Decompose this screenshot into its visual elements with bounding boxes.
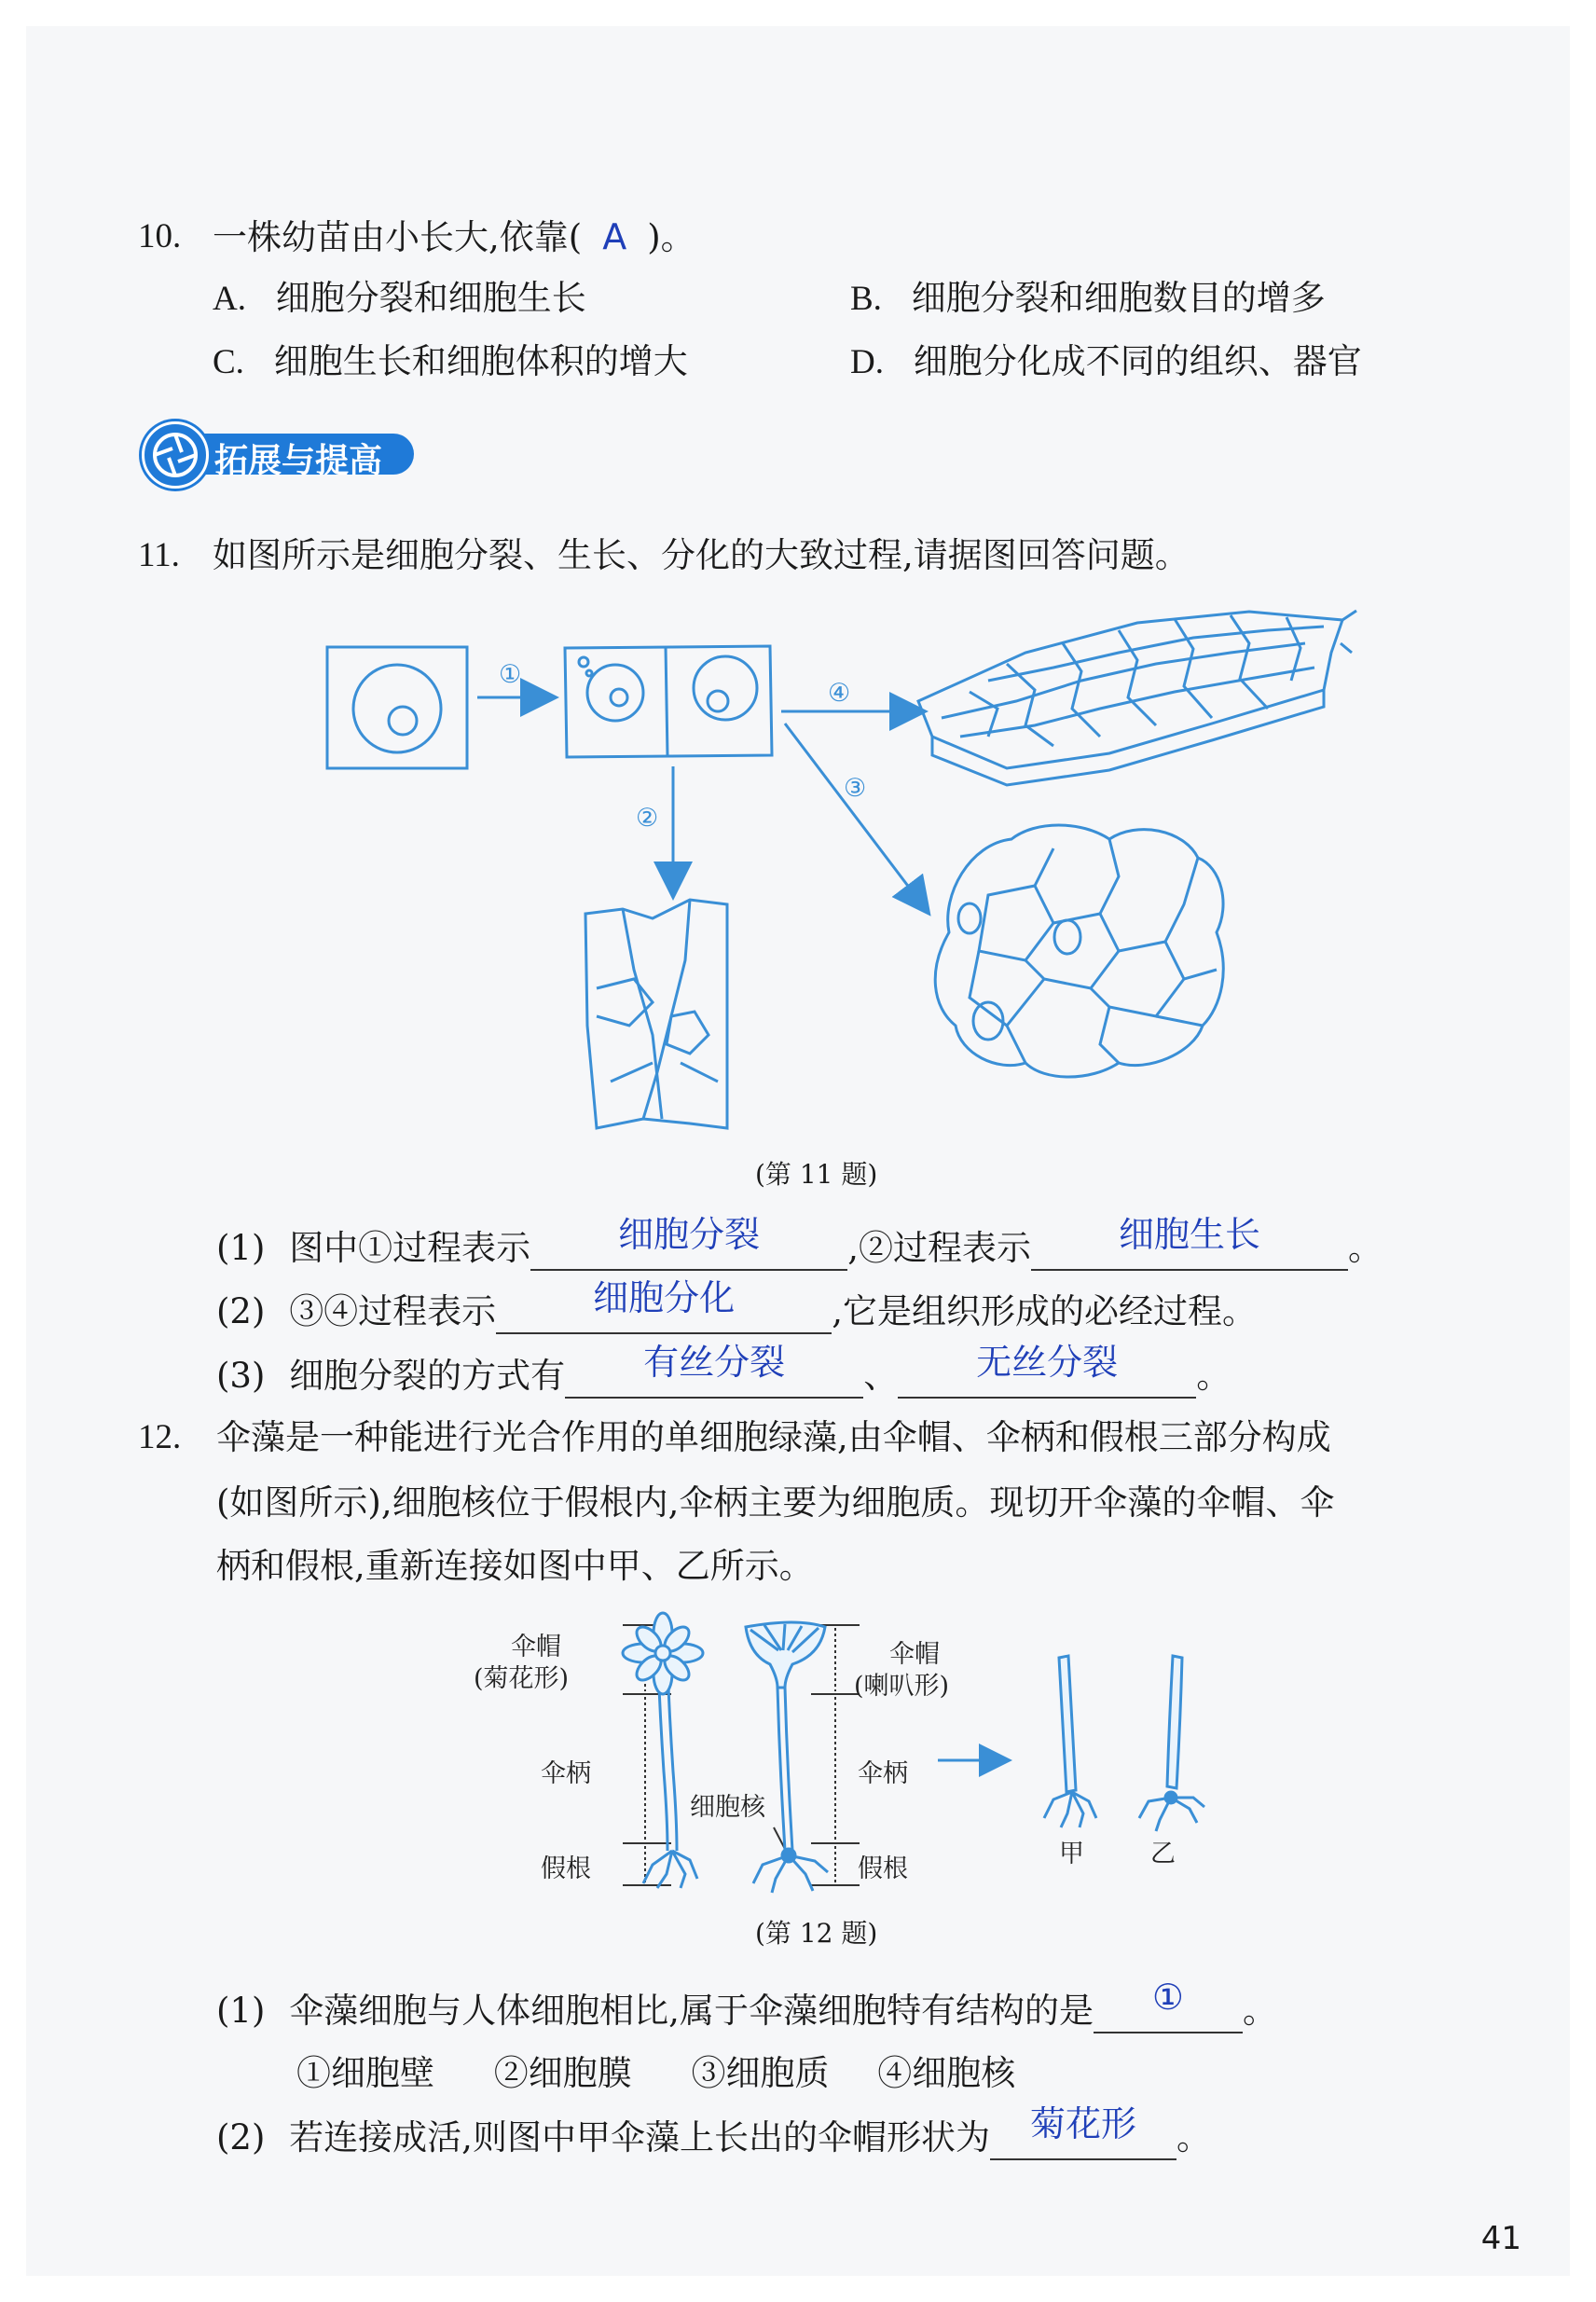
q11-sub3-mid: 、 — [863, 1356, 899, 1396]
page-number: 41 — [1480, 2220, 1521, 2257]
label-cap-left: 伞帽 — [511, 1633, 561, 1661]
q10-stem — [213, 216, 695, 258]
label-process-1: ① — [499, 660, 522, 689]
q11-sub1-no: (1) — [216, 1228, 266, 1268]
q12-sub2-blank[interactable] — [990, 2103, 1176, 2160]
q12-line-3: 柄和假根,重新连接如图中甲、乙所示。 — [216, 1546, 814, 1586]
q11-sub3-answer-2: 无丝分裂 — [976, 1342, 1119, 1383]
q10-option-c — [213, 341, 688, 383]
banner-title: 拓展与提高 — [214, 442, 383, 480]
q11-sub2-after: ,它是组织形成的必经过程。 — [832, 1291, 1257, 1331]
q11-sub1-before: 图中①过程表示 — [289, 1228, 531, 1268]
label-process-4: ④ — [828, 679, 851, 708]
label-process-3: ③ — [844, 774, 867, 803]
q11-sub3 — [216, 1342, 1231, 1399]
q12-sub1-text: 伞藻细胞与人体细胞相比,属于伞藻细胞特有结构的是 — [289, 1991, 1094, 2031]
q12-option-3: ③细胞质 — [691, 2053, 830, 2093]
q10-option-a-letter: A. — [213, 280, 246, 318]
label-cap-right-type: (喇叭形) — [854, 1672, 950, 1701]
q11-sub1-answer-2: 细胞生长 — [1118, 1214, 1260, 1255]
q10-option-d-text: 细胞分化成不同的组织、器官 — [913, 341, 1362, 381]
q10-option-c-text: 细胞生长和细胞体积的增大 — [273, 341, 688, 381]
q12-caption: (第 12 题) — [755, 1918, 878, 1949]
q12-sub1-options — [296, 2053, 1015, 2094]
q11-sub1-after: 。 — [1347, 1228, 1383, 1268]
q10-option-a-text: 细胞分裂和细胞生长 — [275, 278, 586, 318]
label-root-left: 假根 — [541, 1854, 591, 1883]
q11-sub3-answer-1: 有丝分裂 — [643, 1342, 786, 1383]
q12-number: 12. — [138, 1418, 182, 1456]
q11-sub3-after: 。 — [1196, 1356, 1231, 1396]
aperture-icon — [142, 421, 209, 489]
q12-sub1-after: 。 — [1242, 1991, 1277, 2031]
q11-caption: (第 11 题) — [755, 1159, 878, 1190]
label-stalk-left: 伞柄 — [541, 1759, 591, 1788]
q11-sub3-before: 细胞分裂的方式有 — [289, 1356, 566, 1396]
q12-sub2-no: (2) — [216, 2117, 266, 2157]
q11-sub1-blank-1[interactable] — [530, 1214, 847, 1271]
q10-option-b-text: 细胞分裂和细胞数目的增多 — [911, 278, 1326, 318]
label-jia: 甲 — [1059, 1840, 1084, 1868]
label-stalk-right: 伞柄 — [858, 1759, 908, 1788]
q10-stem-before: 一株幼苗由小长大,依靠( — [213, 217, 583, 257]
q11-sub2 — [216, 1277, 1257, 1334]
q10-number: 10. — [138, 217, 182, 255]
label-cap-left-type: (菊花形) — [474, 1664, 570, 1693]
q12-sub2 — [216, 2103, 1211, 2160]
q10-option-c-letter: C. — [213, 343, 244, 381]
q11-sub2-before: ③④过程表示 — [289, 1291, 497, 1331]
q11-sub1-mid: ,②过程表示 — [847, 1228, 1031, 1268]
q11-sub2-answer: 细胞分化 — [593, 1277, 736, 1318]
label-cap-right: 伞帽 — [889, 1640, 940, 1669]
q11-sub3-blank-2[interactable] — [898, 1342, 1196, 1399]
q10-option-d-letter: D. — [850, 343, 884, 381]
q12-sub1-answer: ① — [1151, 1977, 1184, 2018]
q10-option-a — [213, 278, 586, 320]
label-process-2: ② — [636, 804, 659, 833]
q11-sub2-no: (2) — [216, 1291, 266, 1331]
label-yi: 乙 — [1150, 1840, 1176, 1868]
label-nucleus: 细胞核 — [690, 1793, 765, 1822]
q10-stem-after: )。 — [647, 217, 695, 257]
section-banner — [142, 421, 421, 485]
q12-sub2-text: 若连接成活,则图中甲伞藻上长出的伞帽形状为 — [289, 2117, 990, 2157]
q10-answer: A — [602, 216, 627, 257]
q11-sub2-blank[interactable] — [496, 1277, 832, 1334]
q11-sub1-answer-1: 细胞分裂 — [618, 1214, 761, 1255]
q12-line-1: 伞藻是一种能进行光合作用的单细胞绿藻,由伞帽、伞柄和假根三部分构成 — [216, 1417, 1331, 1457]
q11-sub1 — [216, 1214, 1383, 1271]
q11-stem: 如图所示是细胞分裂、生长、分化的大致过程,请据图回答问题。 — [213, 535, 1190, 575]
q11-sub3-blank-1[interactable] — [565, 1342, 863, 1399]
q12-option-2: ②细胞膜 — [493, 2053, 632, 2093]
q10-option-d — [850, 341, 1362, 383]
q12-line-2: (如图所示),细胞核位于假根内,伞柄主要为细胞质。现切开伞藻的伞帽、伞 — [216, 1482, 1335, 1523]
q12-sub1-no: (1) — [216, 1991, 266, 2031]
q11-number: 11. — [138, 536, 180, 574]
q12-option-4: ④细胞核 — [877, 2053, 1016, 2093]
q10-option-b-letter: B. — [850, 280, 882, 318]
q11-sub3-no: (3) — [216, 1356, 266, 1396]
q11-sub1-blank-2[interactable] — [1031, 1214, 1348, 1271]
q12-sub1 — [216, 1977, 1277, 2033]
q12-sub2-answer: 菊花形 — [1029, 2103, 1136, 2144]
q12-sub1-blank[interactable] — [1094, 1977, 1243, 2033]
q12-sub2-after: 。 — [1176, 2117, 1211, 2157]
q12-option-1: ①细胞壁 — [296, 2053, 434, 2093]
label-root-right: 假根 — [858, 1854, 908, 1883]
q10-option-b — [850, 278, 1326, 320]
